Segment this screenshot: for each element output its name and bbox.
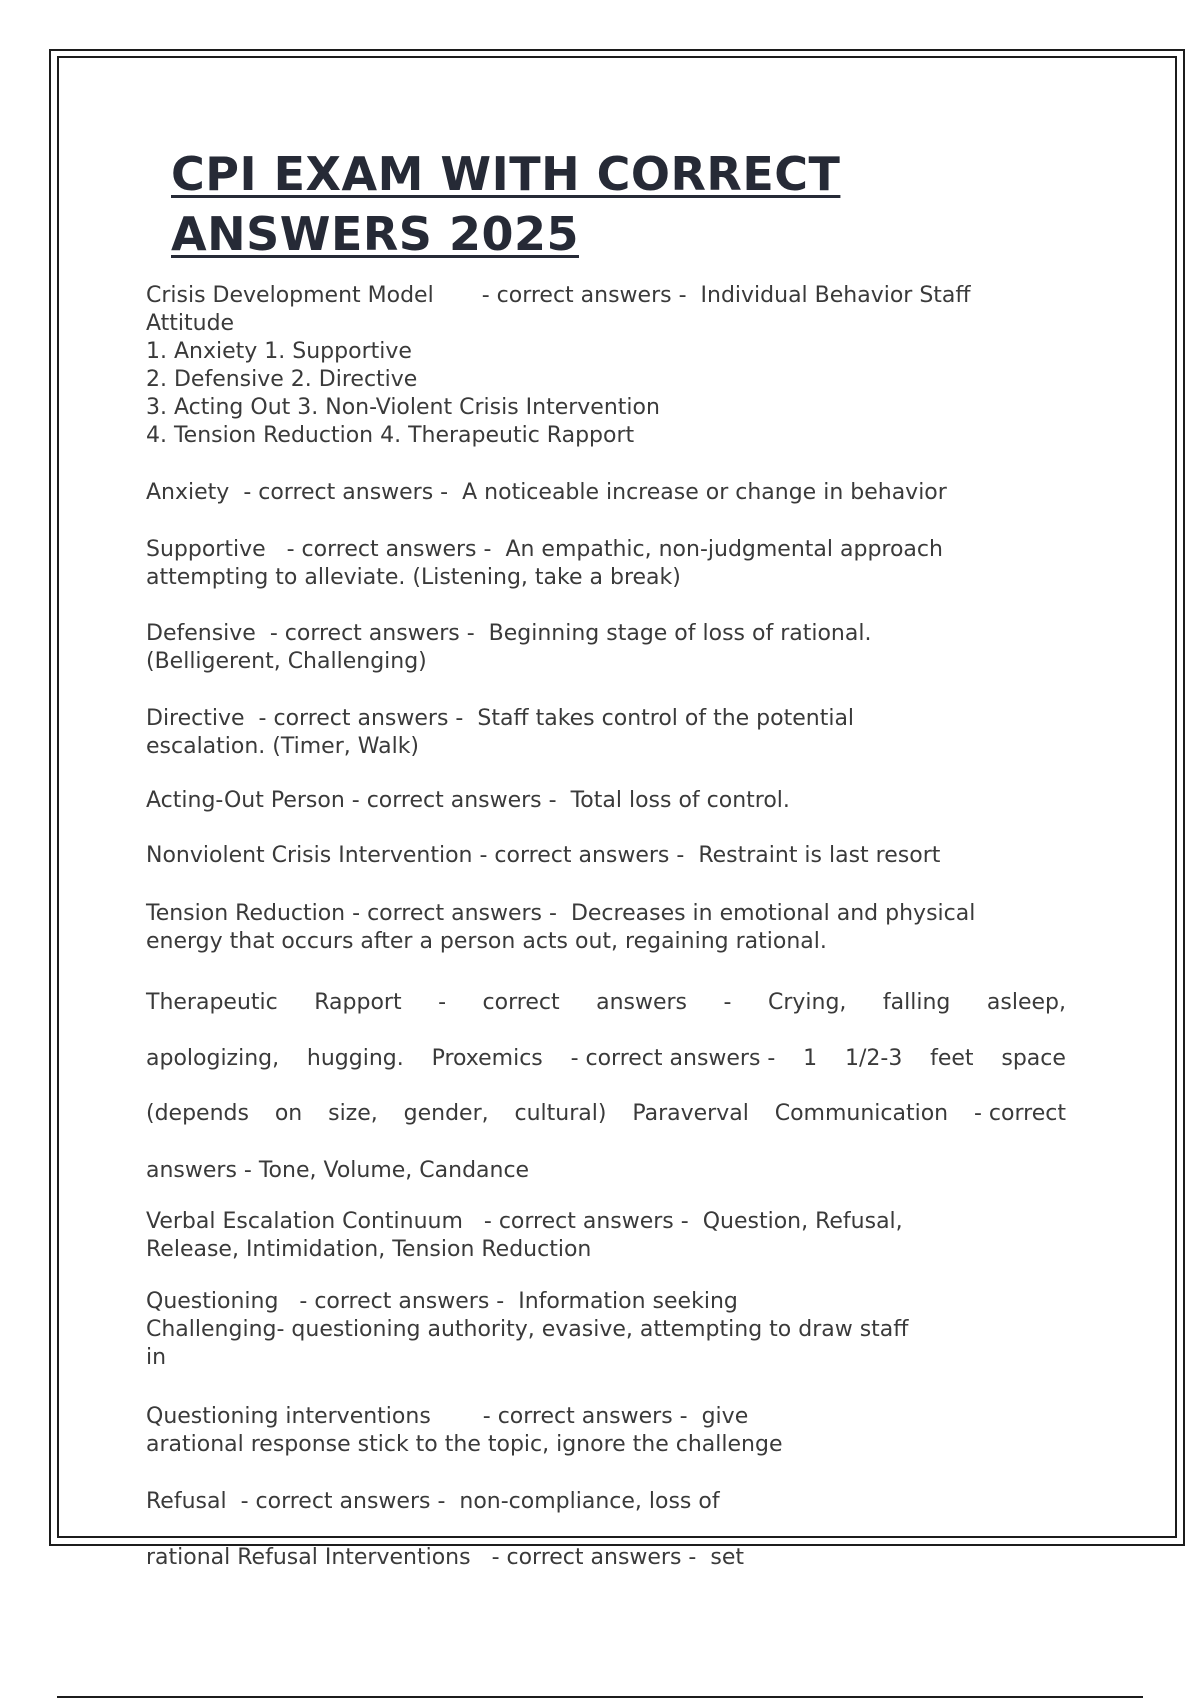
word: - [723, 990, 732, 1015]
answer: Staff takes control of the potential [477, 706, 855, 731]
answer-continued: escalation. (Timer, Walk) [146, 734, 420, 759]
word: falling [882, 990, 951, 1015]
word: space [1001, 1046, 1066, 1071]
separator: - correct answers - [258, 706, 464, 731]
word: Paraverval [632, 1101, 749, 1126]
answer-continued: arational response stick to the topic, ignore the challenge [146, 1432, 783, 1457]
entry-defensive [146, 620, 1066, 676]
separator: - correct answers - [240, 1489, 446, 1514]
list-item: 4. Tension Reduction 4. Therapeutic Rapport [146, 423, 635, 448]
title-line-2: ANSWERS 2025 [171, 207, 579, 261]
word: Communication [774, 1101, 949, 1126]
justified-line-3 [146, 1101, 1066, 1126]
word: answers [596, 990, 688, 1015]
term: Crisis Development Model [146, 283, 434, 308]
entry-line [146, 282, 1066, 310]
word: correct [482, 990, 560, 1015]
term: Anxiety [146, 480, 230, 505]
word: asleep, [986, 990, 1066, 1015]
term: Tension Reduction [146, 901, 346, 926]
term: rational Refusal Interventions [146, 1545, 471, 1570]
answer-continued: in [146, 1345, 167, 1370]
answer: Total loss of control. [570, 788, 790, 813]
answer-continued: energy that occurs after a person acts out, regaining rational. [146, 929, 827, 954]
word: Rapport [314, 990, 402, 1015]
word: feet [930, 1046, 974, 1071]
list-item: 2. Defensive 2. Directive [146, 367, 418, 392]
answer-continued: Release, Intimidation, Tension Reduction [146, 1237, 592, 1262]
term: Nonviolent Crisis Intervention [146, 843, 473, 868]
word: Therapeutic [146, 990, 278, 1015]
word: gender, [403, 1101, 489, 1126]
word: 1/2-3 [844, 1046, 903, 1071]
word: Crying, [767, 990, 847, 1015]
term: Defensive [146, 621, 256, 646]
separator: - correct answers - [243, 480, 449, 505]
entry-directive [146, 705, 1066, 761]
answer: give [701, 1404, 749, 1429]
separator: - correct answers - [351, 788, 557, 813]
justified-line-4 [146, 1157, 1066, 1185]
entry-acting-out [146, 787, 1066, 815]
list-item: 3. Acting Out 3. Non-Violent Crisis Intervention [146, 395, 660, 420]
term: Supportive [146, 537, 266, 562]
word: - correct [973, 1101, 1066, 1126]
word: on [274, 1101, 303, 1126]
separator: - correct answers - [491, 1545, 697, 1570]
entry-tension-reduction [146, 900, 1066, 956]
justified-line-1 [146, 990, 1066, 1015]
separator: - correct answers - [479, 843, 685, 868]
term: Acting-Out Person [146, 788, 345, 813]
entry-refusal [146, 1488, 1066, 1516]
bottom-rule [57, 1696, 1143, 1698]
entry-nci [146, 842, 1066, 870]
word: - [438, 990, 447, 1015]
answer: Decreases in emotional and physical [570, 901, 976, 926]
term: Verbal Escalation Continuum [146, 1209, 463, 1234]
answer: Question, Refusal, [702, 1209, 903, 1234]
word: 1 [803, 1046, 818, 1071]
entry-verbal-escalation [146, 1208, 1066, 1264]
answer-continued: (Belligerent, Challenging) [146, 649, 427, 674]
answer: Individual Behavior Staff [700, 283, 971, 308]
separator: - correct answers - [481, 283, 687, 308]
word: (depends [146, 1101, 249, 1126]
separator: - correct answers - [286, 537, 492, 562]
entry-refusal-interventions [146, 1544, 1066, 1572]
term: Directive [146, 706, 245, 731]
term: Questioning [146, 1289, 279, 1314]
answer-continued: attempting to alleviate. (Listening, take a break) [146, 565, 681, 590]
separator: - correct answers - [269, 621, 475, 646]
answer: An empathic, non-judgmental approach [505, 537, 943, 562]
word: size, [328, 1101, 378, 1126]
separator: - correct answers - [299, 1289, 505, 1314]
entry-crisis-model [146, 282, 1066, 450]
word: Proxemics [431, 1046, 543, 1071]
answer: set [710, 1545, 744, 1570]
word: apologizing, [146, 1046, 280, 1071]
answer: Information seeking [518, 1289, 738, 1314]
separator: - correct answers - [483, 1209, 689, 1234]
answer: Restraint is last resort [698, 843, 941, 868]
answer-continued: Challenging- questioning authority, evasive, attempting to draw staff [146, 1317, 909, 1342]
justified-line-2 [146, 1046, 1066, 1071]
answer-continued: Attitude [146, 311, 235, 336]
entry-supportive [146, 536, 1066, 592]
term: Refusal [146, 1489, 227, 1514]
entry-questioning-interventions [146, 1403, 1066, 1459]
text-line: answers - Tone, Volume, Candance [146, 1158, 530, 1183]
list-item: 1. Anxiety 1. Supportive [146, 339, 412, 364]
title-line-1: CPI EXAM WITH CORRECT [171, 147, 841, 201]
answer: non-compliance, loss of [459, 1489, 720, 1514]
answer: Beginning stage of loss of rational. [488, 621, 872, 646]
separator: - correct answers - [482, 1404, 688, 1429]
word: hugging. [306, 1046, 404, 1071]
entry-anxiety [146, 479, 1066, 507]
word: - correct answers - [570, 1046, 776, 1071]
answer: A noticeable increase or change in behavior [462, 480, 947, 505]
word: cultural) [514, 1101, 607, 1126]
term: Questioning interventions [146, 1404, 431, 1429]
separator: - correct answers - [352, 901, 557, 926]
entry-questioning [146, 1288, 1066, 1372]
document-title [171, 144, 840, 264]
